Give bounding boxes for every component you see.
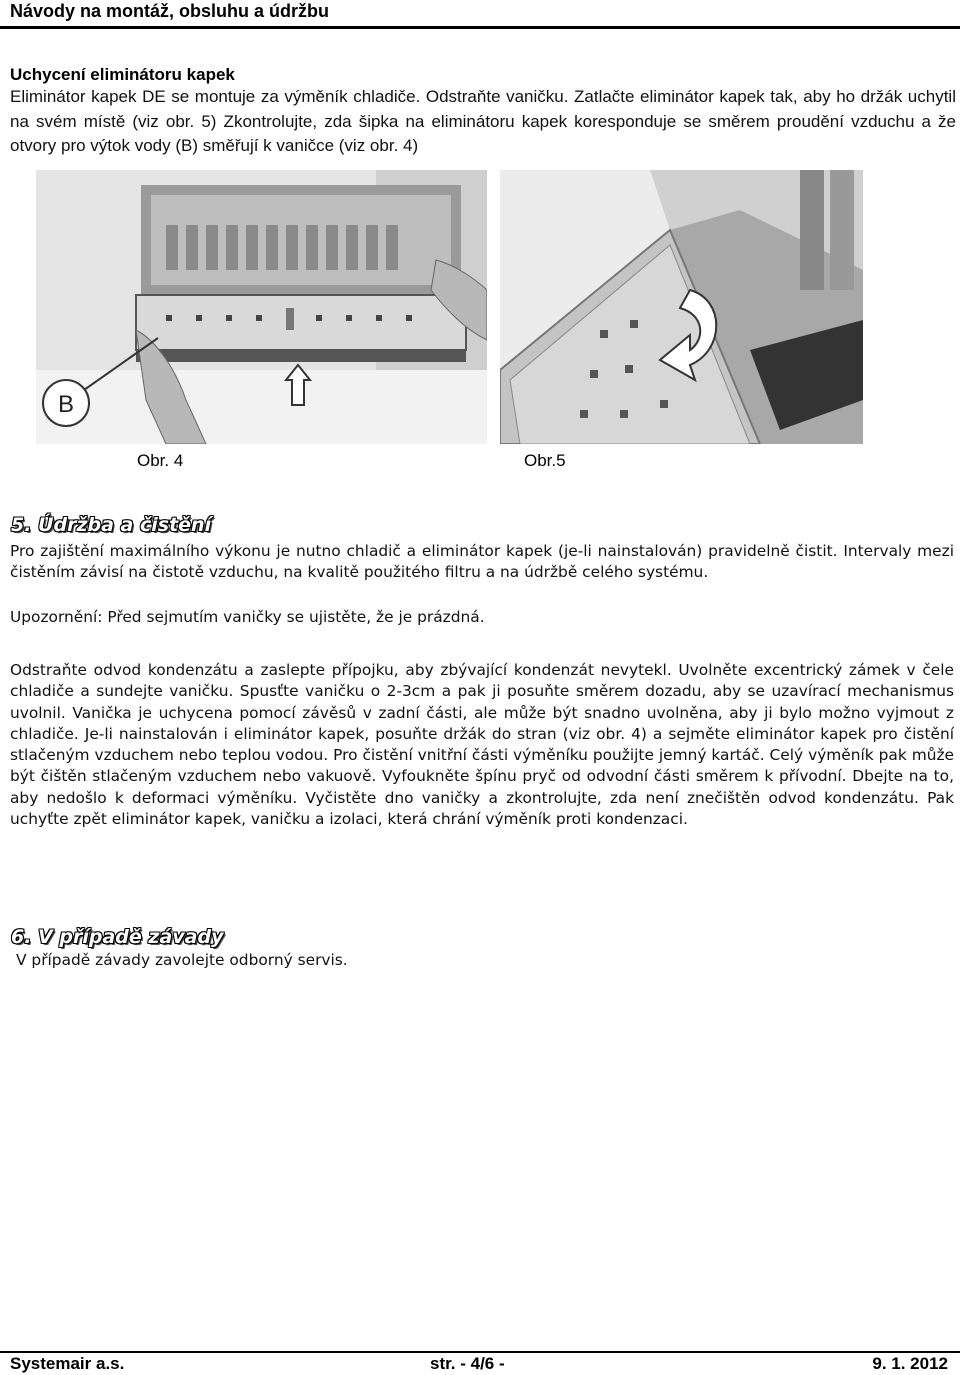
footer-company: Systemair a.s. bbox=[10, 1354, 125, 1373]
document-header-title: Návody na montáž, obsluhu a údržbu bbox=[10, 1, 330, 21]
figure-4-caption: Obr. 4 bbox=[137, 451, 184, 470]
section-5-heading: 5. Údržba a čistění bbox=[11, 514, 212, 536]
footer-page-number: str. - 4/6 - bbox=[430, 1354, 505, 1373]
section-5-paragraph-3: Odstraňte odvod kondenzátu a zaslepte přípojku, aby zbývající kondenzát nevytekl. Uvolněte excentrický zámek v čele chladiče a sundejte vaničku. Spusťte vaničku o 2-3cm a pak ji posuňte směrem dozadu, aby se uzavírací mechanismus uvolnil. Vanička je uchycena pomocí závěsů v zadní části, ale může být snadno uvolněna, aby ji bylo možno vyjmout z chladiče. Je-li nainstalován i eliminátor kapek, posuňte držák do stran (viz obr. 4) a sejměte eliminátor kapek pro čistění stlačeným vzduchem nebo teplou vodou. Pro čistění vnitřní části výměníku použijte jemný kartáč. Celý výměník pak může být čištěn stlačeným vzduchem nebo vakuově. Vyfoukněte špínu pryč od odvodní části směrem k přívodní. Dbejte na to, aby nedošlo k deformaci výměníku. Vyčistěte dno vaničky a zkontrolujte, zda není znečištěn odvod kondenzátu. Pak uchyťte zpět eliminátor kapek, vaničku a izolaci, která chrání výměník proti kondenzaci. bbox=[10, 661, 954, 829]
figure-5-photo bbox=[500, 170, 863, 444]
section-6-paragraph: V případě závady zavolejte odborný servis. bbox=[16, 951, 348, 969]
section-5-warning: Upozornění: Před sejmutím vaničky se ujistěte, že je prázdná. bbox=[10, 608, 485, 626]
figure-5-caption: Obr.5 bbox=[524, 451, 566, 470]
intro-heading: Uchycení eliminátoru kapek bbox=[10, 65, 235, 84]
figure-4-photo bbox=[36, 170, 487, 444]
section-6-heading: 6. V případě závady bbox=[11, 926, 224, 948]
section-5-paragraph-1: Pro zajištění maximálního výkonu je nutno chladič a eliminátor kapek (je-li nainstalován) pravidelně čistit. Intervaly mezi čistěním závisí na čistotě vzduchu, na kvalitě použitého filtru a na údržbě celého systému. bbox=[10, 542, 954, 582]
figure-4-label-b: B bbox=[57, 391, 75, 418]
intro-paragraph: Eliminátor kapek DE se montuje za výměník chladiče. Odstraňte vaničku. Zatlačte eliminátor kapek tak, aby ho držák uchytil na svém místě (viz obr. 5) Zkontrolujte, zda šipka na eliminátoru kapek koresponduje se směrem proudění vzduchu a že otvory pro výtok vody (B) směřují k vaničce (viz obr. 4) bbox=[10, 87, 956, 155]
footer-date: 9. 1. 2012 bbox=[872, 1354, 948, 1373]
figure-5-illustration bbox=[500, 170, 863, 444]
figure-4-illustration bbox=[36, 170, 487, 444]
header-divider bbox=[0, 26, 960, 29]
